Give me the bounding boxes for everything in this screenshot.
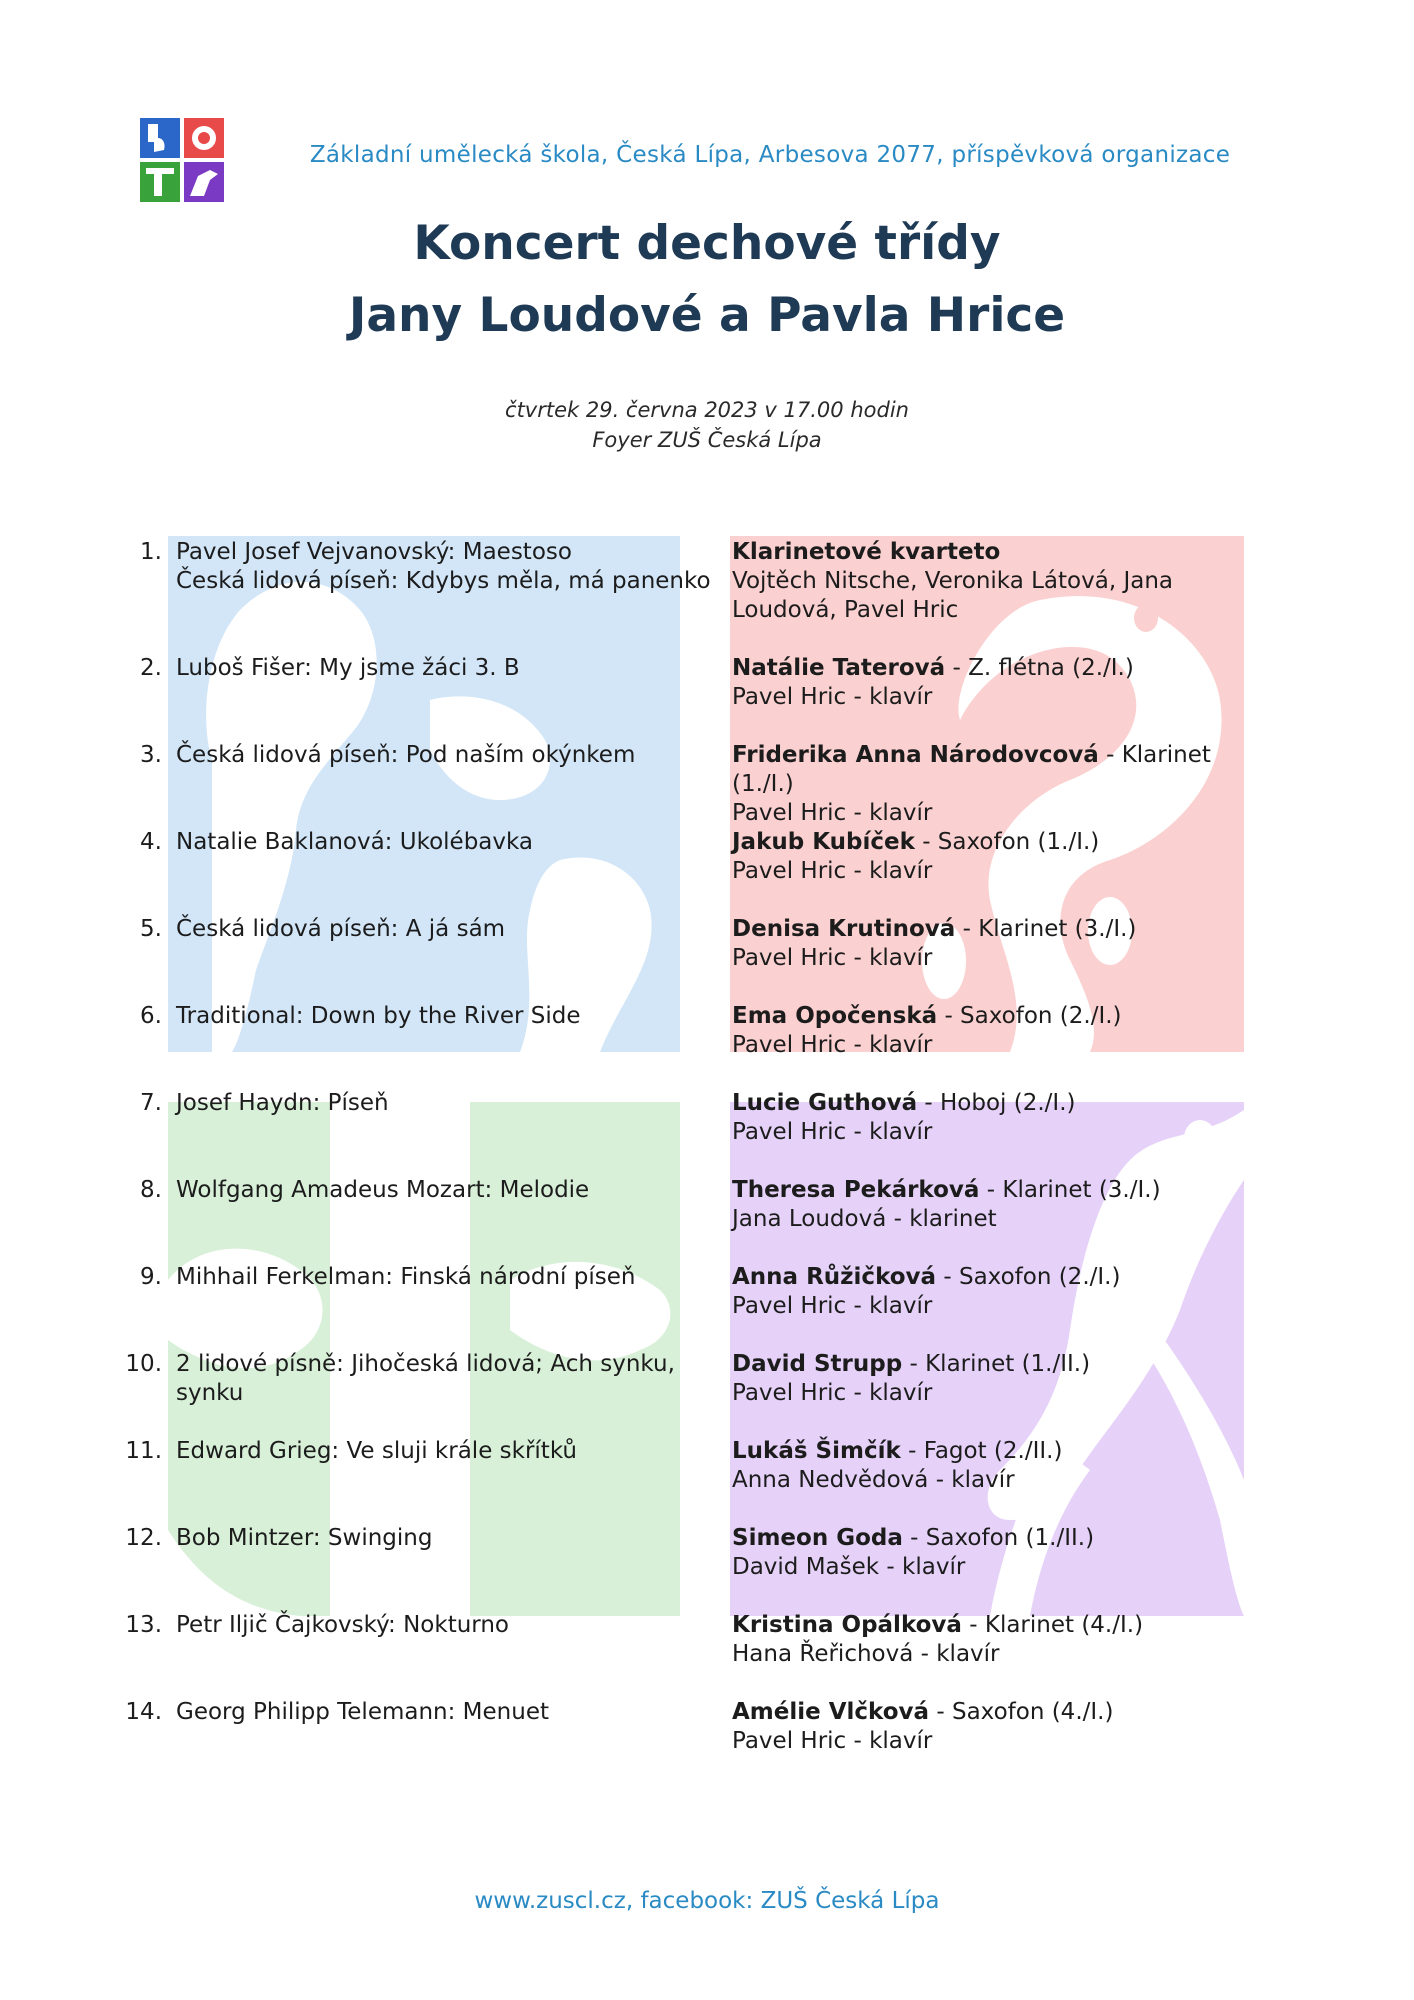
accompanist: Pavel Hric - klavír [732, 1032, 933, 1058]
school-name: Základní umělecká škola, Česká Lípa, Arbesova 2077, příspěvková organizace [309, 142, 1231, 168]
performer-name: Klarinetové kvarteto [732, 539, 1001, 565]
performer-role: - Klarinet (4./I.) [961, 1612, 1144, 1638]
item-number: 6. [140, 1003, 162, 1029]
item-performers [732, 828, 1252, 886]
accompanist: Hana Řeřichová - klavír [732, 1641, 1000, 1667]
program-item [0, 654, 1414, 734]
piece-title: Bob Mintzer: Swinging [176, 1525, 433, 1551]
piece-title: Edward Grieg: Ve sluji krále skřítků [176, 1438, 578, 1464]
accompanist: Anna Nedvědová - klavír [732, 1467, 1015, 1493]
item-pieces [176, 654, 716, 683]
accompanist: Pavel Hric - klavír [732, 945, 933, 971]
performer-name: Kristina Opálková [732, 1612, 962, 1638]
accompanist: Pavel Hric - klavír [732, 1380, 933, 1406]
piece-title: Luboš Fišer: My jsme žáci 3. B [176, 655, 520, 681]
footer-links[interactable]: www.zuscl.cz, facebook: ZUŠ Česká Lípa [474, 1888, 940, 1914]
performer-role: - Fagot (2./II.) [900, 1438, 1063, 1464]
item-number: 3. [140, 742, 162, 768]
performer-name: Natálie Taterová [732, 655, 946, 681]
performer-name: Anna Růžičková [732, 1264, 937, 1290]
program-item [0, 1176, 1414, 1256]
program-item [0, 828, 1414, 908]
program-item [0, 1089, 1414, 1169]
concert-venue: Foyer ZUŠ Česká Lípa [592, 428, 822, 452]
program-item [0, 538, 1414, 623]
item-performers [732, 741, 1252, 828]
program-item [0, 741, 1414, 826]
performer-role: - Klarinet (1./II.) [902, 1351, 1091, 1377]
performer-role: - Klarinet (3./I.) [955, 916, 1137, 942]
piece-title: 2 lidové písně: Jihočeská lidová; Ach synku, synku [176, 1351, 675, 1406]
piece-title: Petr Iljič Čajkovský: Nokturno [176, 1612, 509, 1638]
item-performers [732, 538, 1252, 625]
concert-title-line2: Jany Loudové a Pavla Hrice [348, 288, 1066, 343]
item-performers [732, 1263, 1252, 1321]
item-number: 11. [125, 1438, 162, 1464]
item-performers [732, 1437, 1252, 1495]
item-pieces [176, 1002, 716, 1031]
item-number: 10. [125, 1351, 162, 1377]
performer-role: - Klarinet (3./I.) [979, 1177, 1161, 1203]
item-number: 12. [125, 1525, 162, 1551]
piece-title: Traditional: Down by the River Side [176, 1003, 581, 1029]
item-number: 9. [140, 1264, 162, 1290]
program-item [0, 1002, 1414, 1082]
piece-title: Česká lidová píseň: Pod naším okýnkem [176, 742, 636, 768]
program-item [0, 1350, 1414, 1430]
performer-name: Friderika Anna Národovcová [732, 742, 1099, 768]
concert-date: čtvrtek 29. června 2023 v 17.00 hodin [505, 398, 909, 422]
item-performers [732, 1002, 1252, 1060]
item-pieces [176, 915, 716, 944]
item-pieces [176, 1176, 716, 1205]
accompanist: David Mašek - klavír [732, 1554, 966, 1580]
piece-title: Mihhail Ferkelman: Finská národní píseň [176, 1264, 636, 1290]
performer-name: Lukáš Šimčík [732, 1438, 901, 1464]
piece-title: Pavel Josef Vejvanovský: Maestoso [176, 539, 572, 565]
performer-name: Denisa Krutinová [732, 916, 956, 942]
program-item [0, 915, 1414, 995]
item-performers [732, 654, 1252, 712]
performer-name: Lucie Guthová [732, 1090, 918, 1116]
performer-role: - Hoboj (2./I.) [917, 1090, 1076, 1116]
item-pieces [176, 741, 716, 770]
item-performers [732, 1524, 1252, 1582]
item-performers [732, 1089, 1252, 1147]
item-number: 1. [140, 539, 162, 565]
performer-role: - Saxofon (2./I.) [936, 1264, 1121, 1290]
accompanist: Pavel Hric - klavír [732, 1293, 933, 1319]
item-number: 2. [140, 655, 162, 681]
item-pieces [176, 1263, 716, 1292]
accompanist: Jana Loudová - klarinet [732, 1206, 997, 1232]
performer-name: Jakub Kubíček [732, 829, 915, 855]
program-item [0, 1263, 1414, 1343]
item-pieces [176, 1350, 696, 1408]
performer-name: Theresa Pekárková [732, 1177, 980, 1203]
accompanist: Pavel Hric - klavír [732, 1119, 933, 1145]
performer-role: - Klarinet (1./I.) [732, 742, 1211, 797]
concert-title-line1: Koncert dechové třídy [413, 216, 1001, 271]
item-number: 7. [140, 1090, 162, 1116]
performer-role: - Saxofon (1./I.) [914, 829, 1100, 855]
accompanist: Pavel Hric - klavír [732, 800, 933, 826]
performer-role: - Saxofon (2./I.) [937, 1003, 1122, 1029]
performer-name: Simeon Goda [732, 1525, 903, 1551]
item-number: 13. [125, 1612, 162, 1638]
item-number: 5. [140, 916, 162, 942]
program-item [0, 1611, 1414, 1691]
performer-name: Amélie Vlčková [732, 1699, 930, 1725]
accompanist: Pavel Hric - klavír [732, 858, 933, 884]
accompanist: Pavel Hric - klavír [732, 1728, 933, 1754]
item-pieces [176, 1698, 716, 1727]
item-performers [732, 915, 1252, 973]
item-pieces [176, 828, 716, 857]
item-pieces [176, 1089, 716, 1118]
item-performers [732, 1176, 1252, 1234]
program-item [0, 1437, 1414, 1517]
piece-title: Wolfgang Amadeus Mozart: Melodie [176, 1177, 590, 1203]
piece-title: Josef Haydn: Píseň [176, 1090, 389, 1116]
piece-title: Georg Philipp Telemann: Menuet [176, 1699, 549, 1725]
item-performers [732, 1698, 1252, 1756]
item-pieces [176, 1524, 716, 1553]
performer-role: - Saxofon (1./II.) [902, 1525, 1095, 1551]
item-pieces [176, 538, 716, 596]
item-number: 8. [140, 1177, 162, 1203]
accompanist: Pavel Hric - klavír [732, 684, 933, 710]
performer-role: - Z. flétna (2./I.) [945, 655, 1134, 681]
item-number: 4. [140, 829, 162, 855]
performer-role: - Saxofon (4./I.) [929, 1699, 1114, 1725]
program-item [0, 1524, 1414, 1604]
piece-title: Česká lidová píseň: A já sám [176, 916, 506, 942]
item-performers [732, 1611, 1252, 1669]
performer-name: David Strupp [732, 1351, 903, 1377]
accompanist: Vojtěch Nitsche, Veronika Látová, Jana Loudová, Pavel Hric [732, 568, 1173, 623]
item-performers [732, 1350, 1252, 1408]
item-number: 14. [125, 1699, 162, 1725]
piece-title: Česká lidová píseň: Kdybys měla, má panenko [176, 568, 711, 594]
piece-title: Natalie Baklanová: Ukolébavka [176, 829, 534, 855]
program-item [0, 1698, 1414, 1778]
performer-name: Ema Opočenská [732, 1003, 938, 1029]
item-pieces [176, 1611, 716, 1640]
item-pieces [176, 1437, 716, 1466]
